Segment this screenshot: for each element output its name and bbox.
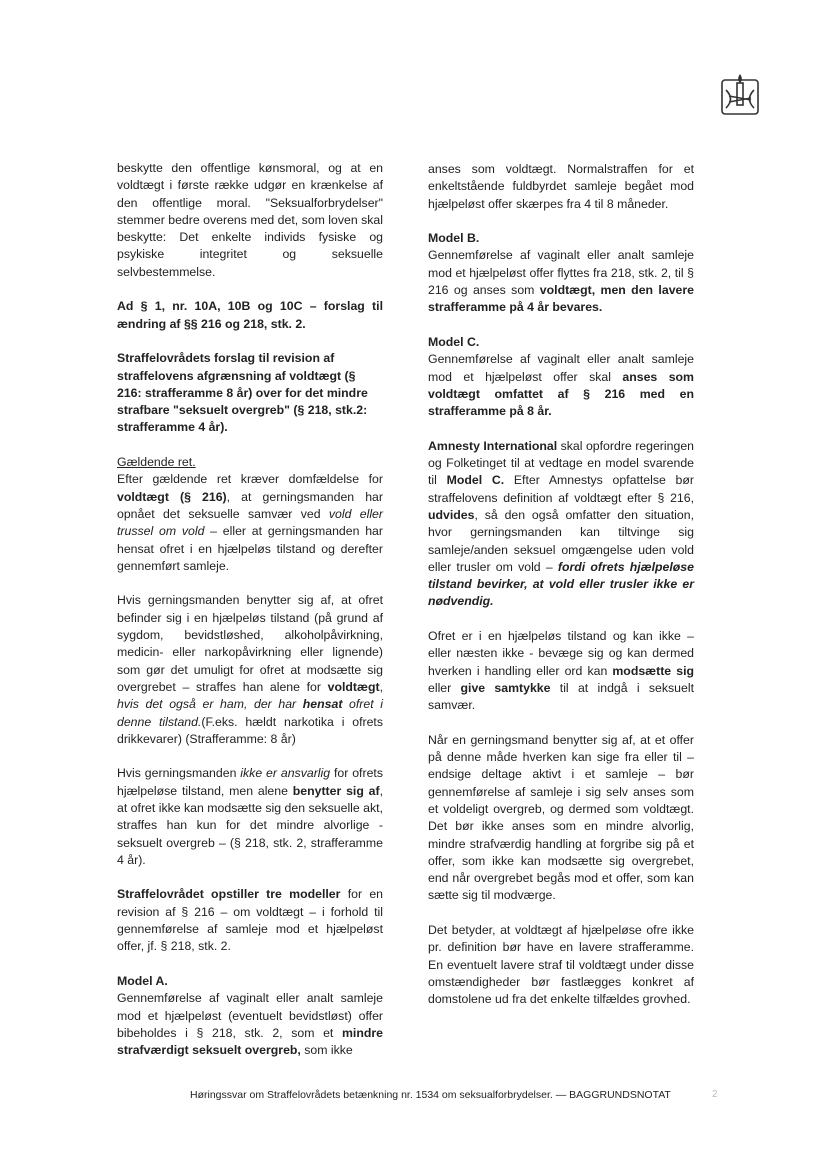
paragraph: Hvis gerningsmanden benytter sig af, at ofret befinder sig i en hjælpeløs tilstand (på grund af sygdom, bevidstløshed, alkoholpåvirkning, medicin- eller narkopåvirkning eller lignende) som gør det umuligt for ofret at modsætte sig overgrebet – straffes han alene for voldtægt, hvis det også er ham, der har hensat ofret i denne tilstand.(F.eks. hældt narkotika i ofrets drikkevarer) (Strafferamme: 8 år) xyxy=(117,593,383,746)
subheading: Gældende ret. xyxy=(117,455,196,470)
paragraph: beskytte den offentlige kønsmoral, og at en voldtægt i første række udgør en krænkelse af den offentlige moral. "Seksualforbrydelser" stemmer bedre overens med det, som loven skal beskytte: Det enkelte individs fysiske og psykiske integritet og seksuelle selvbestemmelse. xyxy=(117,161,383,279)
section-heading: Straffelovrådets forslag til revision af straffelovens afgrænsning af voldtægt (§ 216: strafferamme 8 år) over for det mindre strafbare "seksuelt overgreb" (§ 218, stk.2: strafferamme 4 år). xyxy=(117,351,368,435)
paragraph: Ofret er i en hjælpeløs tilstand og kan ikke – eller næsten ikke - bevæge sig og kan dermed hverken i handling eller ord kan modsætte sig eller give samtykke til at indgå i seksuelt samvær. xyxy=(428,629,695,713)
paragraph: anses som voldtægt. Normalstraffen for et enkeltstående fuldbyrdet samleje begået mod hjælpeløst offer skærpes fra 4 til 8 måneder. xyxy=(428,162,694,211)
page-footer: Høringssvar om Straffelovrådets betænkning nr. 1534 om seksualforbrydelser. — BAGGRUNDSNOTAT xyxy=(190,1089,671,1101)
paragraph: Straffelovrådet opstiller tre modeller for en revision af § 216 – om voldtægt – i forhold til gennemførelse af samleje mod et hjælpeløst offer, jf. § 218, stk. 2. xyxy=(117,887,383,954)
paragraph: Når en gerningsmand benytter sig af, at et offer på denne måde hverken kan sige fra eller til – endsige deltage aktivt i et samleje – bør gennemførelse af samleje i sig selv anses som et voldeligt overgreb, og dermed som voldtægt. Det bør ikke anses som en mindre alvorlig, mindre strafværdig handling at forgribe sig på et offer, som ikke kan modsætte sig overgrebet, end når overgrebet begås mod et offer, som kan sætte sig til modværge. xyxy=(428,732,694,903)
page-number: 2 xyxy=(712,1089,718,1100)
paragraph: Amnesty International skal opfordre regeringen og Folketinget til at vedtage en model svarende til Model C. Efter Amnestys opfattelse bør straffelovens definition af voldtægt efter § 216, udvides, så den også omfatter den situation, hvor gerningsmanden kan tiltvinge sig samleje/anden seksuel omgængelse uden vold eller trusler om vold – fordi ofrets hjælpeløse tilstand bevirker, at vold eller trusler ikke er nødvendig. xyxy=(428,438,694,609)
paragraph: Hvis gerningsmanden ikke er ansvarlig for ofrets hjælpeløse tilstand, men alene benytter sig af, at ofret ikke kan modsætte sig den seksuelle akt, straffes han kun for det mindre alvorlige - seksuelt overgreb – (§ 218, stk. 2, strafferamme 4 år). xyxy=(117,766,383,867)
model-b-title: Model B. xyxy=(428,231,480,246)
paragraph: Det betyder, at voldtægt af hjælpeløse ofre ikke pr. definition bør have en lavere strafferamme. En eventuelt lavere straf til voldtægt under disse omstændigheder bør fastlægges konkret af domstolene ud fra det enkelte tilfældes grovhed. xyxy=(428,923,694,1007)
section-heading: Ad § 1, nr. 10A, 10B og 10C – forslag til ændring af §§ 216 og 218, stk. 2. xyxy=(117,299,383,331)
paragraph: Efter gældende ret kræver domfældelse for voldtægt (§ 216), at gerningsmanden har opnået det seksuelle samvær ved vold eller trussel om vold – eller at gerningsmanden har hensat ofret i en hjælpeløs tilstand og derefter gennemført samleje. xyxy=(117,472,383,573)
paragraph: Gennemførelse af vaginalt eller analt samleje mod et hjælpeløst (eventuelt bevidstløst) offer bibeholdes i § 218, stk. 2, som et mindre strafværdigt seksuelt overgreb, som ikke xyxy=(117,991,383,1058)
paragraph: Gennemførelse af vaginalt eller analt samleje mod et hjælpeløst offer flyttes fra 218, stk. 2, til § 216 og anses som voldtægt, men den lavere strafferamme på 4 år bevares. xyxy=(428,248,694,315)
right-column xyxy=(428,161,694,1026)
paragraph: Gennemførelse af vaginalt eller analt samleje mod et hjælpeløst offer skal anses som voldtægt omfattet af § 216 med en strafferamme på 8 år. xyxy=(428,352,694,419)
model-a-title: Model A. xyxy=(117,973,168,988)
left-column xyxy=(117,160,383,1077)
model-c-title: Model C. xyxy=(428,334,480,349)
amnesty-candle-icon xyxy=(718,70,762,118)
